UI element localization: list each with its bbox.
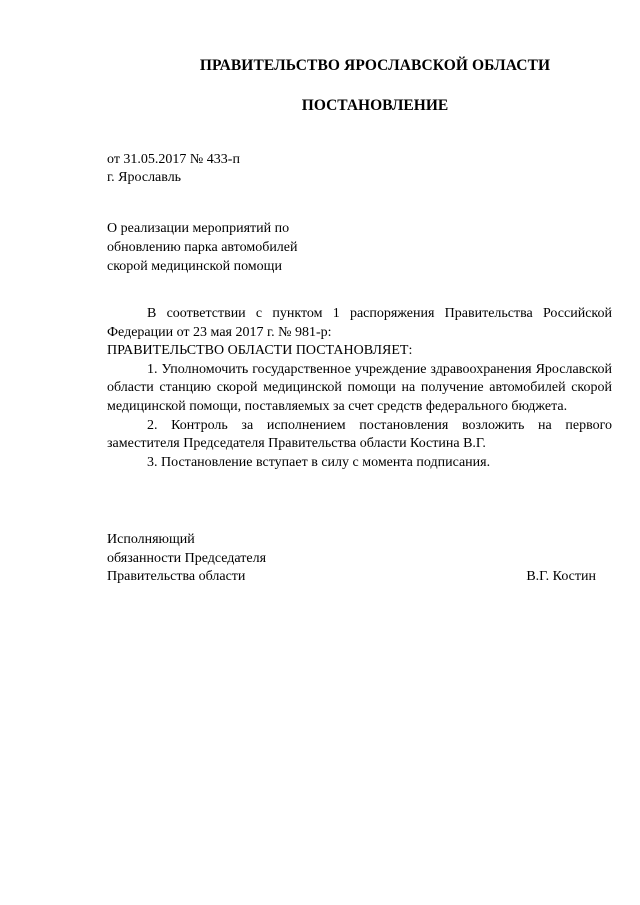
- city: г. Ярославль: [107, 170, 182, 185]
- document-subject: [107, 219, 298, 276]
- signature-block: [107, 531, 612, 587]
- subject-line-3: скорой медицинской помощи: [107, 259, 282, 274]
- document-type: ПОСТАНОВЛЕНИЕ: [301, 97, 449, 114]
- item-2-paragraph: 2. Контроль за исполнением постановления возложить на первого заместителя Председателя Правительства области Костина В.Г.: [107, 417, 612, 452]
- organization-title: ПРАВИТЕЛЬСТВО ЯРОСЛАВСКОЙ ОБЛАСТИ: [199, 57, 551, 74]
- document-meta: [107, 151, 240, 187]
- signature-title-line-3: Правительства области: [107, 569, 246, 585]
- signature-title-line-1: Исполняющий: [107, 532, 195, 547]
- date-number: от 31.05.2017 № 433-п: [107, 152, 240, 167]
- subject-line-1: О реализации мероприятий по: [107, 221, 290, 236]
- signer-name: В.Г. Костин: [526, 569, 596, 585]
- signature-row: [107, 568, 612, 587]
- resolves-heading: ПРАВИТЕЛЬСТВО ОБЛАСТИ ПОСТАНОВЛЯЕТ:: [107, 343, 413, 359]
- item-3-paragraph: 3. Постановление вступает в силу с момента подписания.: [147, 454, 491, 470]
- preamble-paragraph: В соответствии с пунктом 1 распоряжения Правительства Российской Федерации от 23 мая 2017 г. № 981-р:: [107, 306, 612, 340]
- document-body: [107, 305, 612, 472]
- signature-title-line-2: обязанности Председателя: [107, 550, 267, 566]
- subject-line-2: обновлению парка автомобилей: [107, 240, 298, 255]
- item-1-paragraph: 1. Уполномочить государственное учреждение здравоохранения Ярославской области станцию скорой медицинской помощи на получение автомобилей скорой медицинской помощи, поставляемых за счет средств федерального бюджета.: [107, 361, 612, 414]
